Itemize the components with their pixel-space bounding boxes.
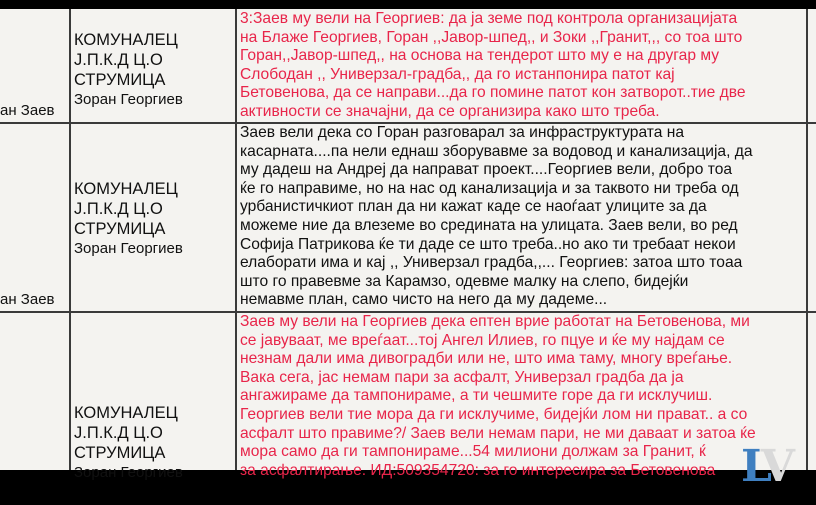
row-2-text-line: Заев вели дека со Горан разговарал за инфраструктурата на bbox=[240, 124, 685, 141]
row-2-text-line: можеме ние да влеземе во средината на улицата. Заев вели, во ред bbox=[240, 216, 738, 234]
row-3-text-line: незнам дали има дивоградби или не, што има таму, многу вреѓање. bbox=[240, 350, 733, 368]
row-1-text-line: Слободан ,, Универзал-градба,, да го истанпонира патот кај bbox=[240, 65, 675, 83]
row-2-name-fragment: ан Заев bbox=[0, 291, 55, 308]
row-3-text-line: Заев му вели на Георгиев дека ептен врие работат на Бетовенова, ми bbox=[240, 313, 750, 330]
row-2-text-line: Софија Патрикова ќе ти даде се што треба..но ако ти требаат некои bbox=[240, 235, 736, 253]
row-3-text-line: асфалт што правиме?/ Заев вели немам пари, не ми даваат и затоа ќе bbox=[240, 424, 756, 442]
row-1-text-line: активности се значајни, да се организира како што треба. bbox=[240, 102, 660, 120]
row-1-company bbox=[74, 30, 183, 110]
row-2-transcript bbox=[240, 124, 814, 310]
row-1-company-line-3: СТРУМИЦА bbox=[74, 71, 166, 89]
row-3-text-line: Вака сега, јас немам пари за асфалт, Универзал градба да ја bbox=[240, 368, 684, 386]
row-3-company bbox=[74, 403, 183, 483]
row-2-company bbox=[74, 179, 183, 259]
row-3-transcript bbox=[240, 313, 814, 480]
logo-letter-v: V bbox=[760, 441, 789, 492]
row-1-text-line: Бетовенова, да се направи...да го помине патот кон затворот..тие две bbox=[240, 84, 746, 102]
row-3-text-line: мора само да ги тампонираме...54 милиони должам за Гранит, ќ bbox=[240, 443, 706, 461]
row-3-text-line: ангажираме да тампонираме, а ти чешмите горе да ги исклучиш. bbox=[240, 387, 713, 405]
row-2-text-line: што го правевме за Карамзо, одевме малку на слепо, бидејќи bbox=[240, 272, 689, 290]
row-1-company-line-2: Ј.П.К.Д Ц.О bbox=[74, 51, 163, 69]
row-1-text-line: Горан,,Јавор-шпед,, на основа на тендерот што му е на другар му bbox=[240, 47, 720, 65]
row-2-text-line: урбанистичкиот план да ни кажат каде се наоѓаат улиците за да bbox=[240, 198, 707, 216]
row-2-company-line-3: СТРУМИЦА bbox=[74, 220, 166, 238]
row-3-text-line: за асфалтирање. ИД:509354720: за го интересира за Бетовенова bbox=[240, 461, 716, 479]
logo-letter-l: L bbox=[741, 441, 761, 492]
row-3-text-line: Георгиев вели тие мора да ги исклучиме, бидејќи лом ни прават.. а со bbox=[240, 405, 748, 423]
row-3-company-line-1: КОМУНАЛЕЦ bbox=[74, 404, 178, 422]
row-1-person: Зоран Георгиев bbox=[74, 91, 183, 108]
row-2-text-line: му дадеш на Андреј да направат проект....Георгиев вели, добро тоа bbox=[240, 161, 733, 179]
row-1-company-line-1: КОМУНАЛЕЦ bbox=[74, 31, 178, 49]
row-3-text-line: се јавуваат, ме вреѓаат...тој Ангел Илиев, го пцуе и ќе му најдам се bbox=[240, 331, 725, 349]
transcript-table bbox=[0, 9, 816, 481]
row-3-company-line-3: СТРУМИЦА bbox=[74, 444, 166, 462]
row-1-name-fragment: ан Заев bbox=[0, 102, 55, 119]
row-1-transcript bbox=[240, 10, 814, 122]
row-1-text-line: 3:Заев му вели на Георгиев: да ја земе под контрола организацијата bbox=[240, 10, 738, 27]
row-2-text-line: елаборати има и кај ,, Универзал градба,,... Георгиев: затоа што тоаа bbox=[240, 254, 743, 272]
column-divider-1 bbox=[69, 9, 71, 470]
row-2-text-line: ќе го направиме, но на нас од канализација и за таквото ни треба од bbox=[240, 179, 739, 197]
row-2-company-line-2: Ј.П.К.Д Ц.О bbox=[74, 200, 163, 218]
row-1-text-line: на Блаже Георгиев, Горан ,,Јавор-шпед,, и Зоки ,,Гранит,,, со тоа што bbox=[240, 28, 743, 46]
row-3-company-line-2: Ј.П.К.Д Ц.О bbox=[74, 424, 163, 442]
row-2-person: Зоран Георгиев bbox=[74, 240, 183, 257]
column-divider-2 bbox=[235, 9, 237, 470]
row-2-text-line: касарната....па нели еднаш зборувавме за водовод и канализација, да bbox=[240, 142, 753, 160]
row-2-company-line-1: КОМУНАЛЕЦ bbox=[74, 180, 178, 198]
row-3-person: Зоран Георгиев bbox=[74, 464, 183, 481]
row-2-text-line: немавме план, само чисто на него да му дадеме... bbox=[240, 291, 608, 309]
lv-logo bbox=[741, 441, 805, 492]
